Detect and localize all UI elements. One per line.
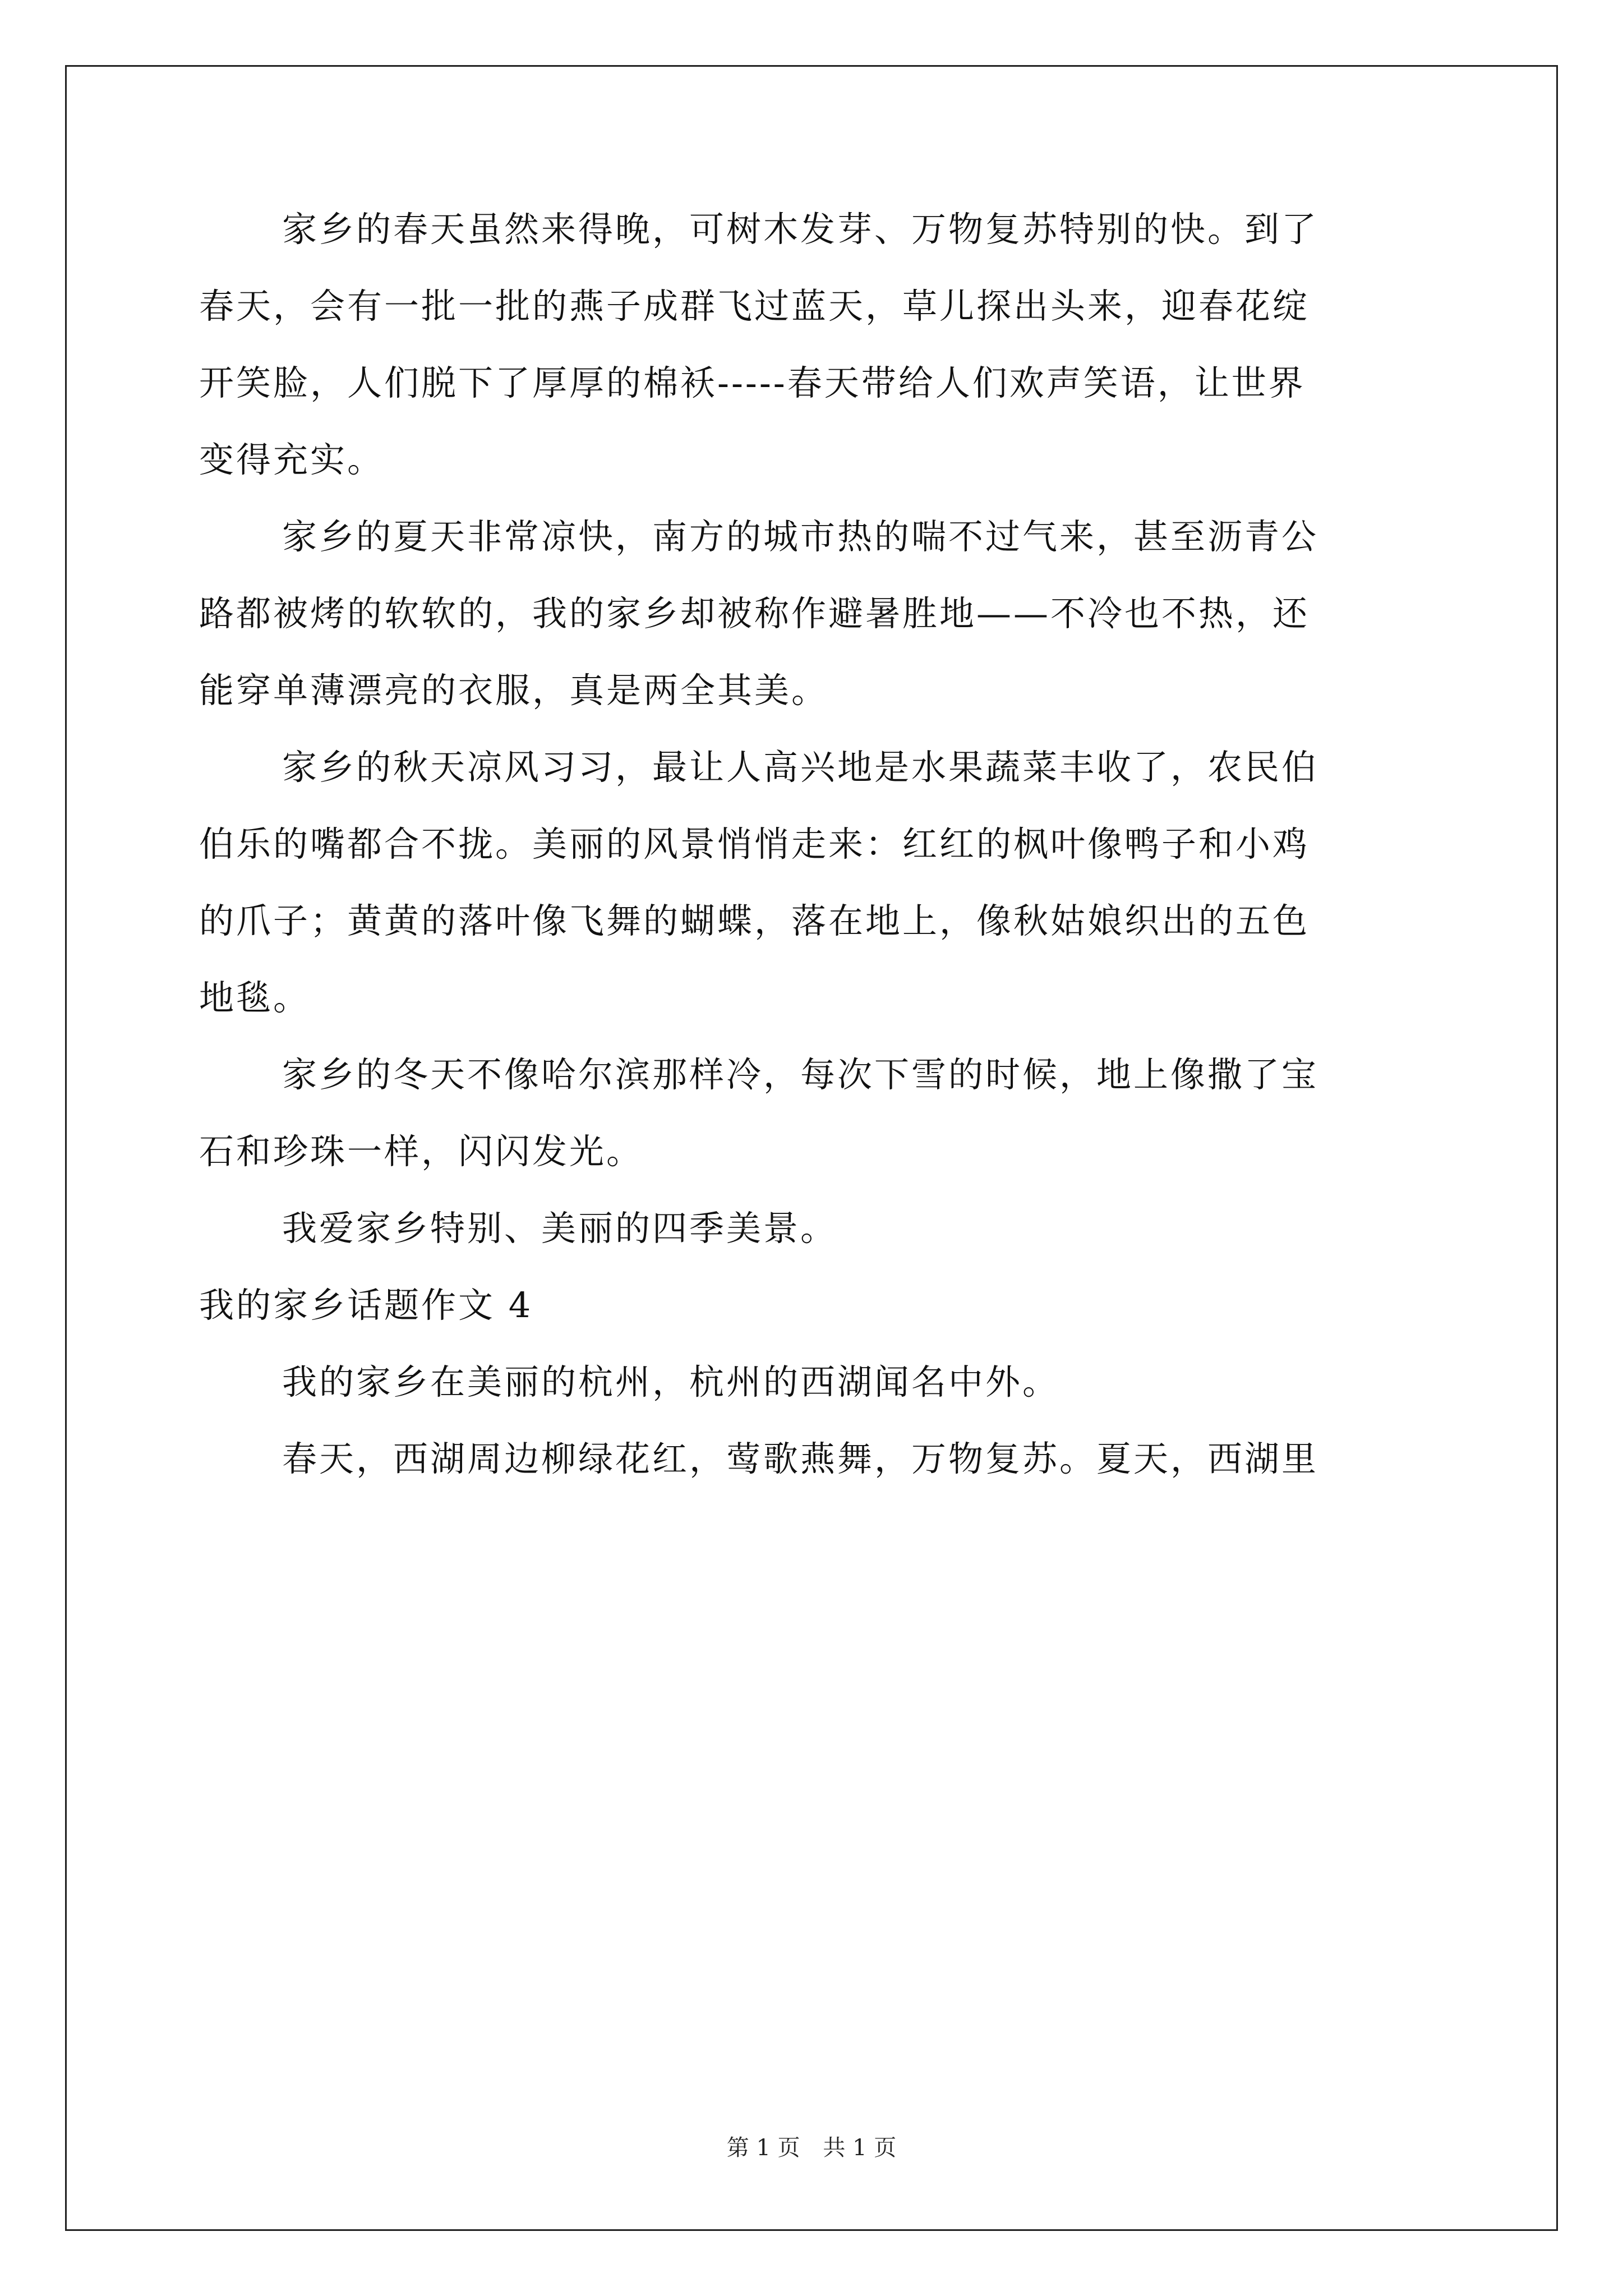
page-footer [0, 2134, 1623, 2162]
paragraph-1-line-2: 春天，会有一批一批的燕子成群飞过蓝天，草儿探出头来，迎春花绽 [199, 286, 1310, 326]
page-total: 共 1 页 [823, 2135, 897, 2161]
paragraph-2-line-2: 路都被烤的软软的，我的家乡却被称作避暑胜地——不冷也不热，还 [199, 593, 1310, 634]
paragraph-2-line-1: 家乡的夏天非常凉快，南方的城市热的喘不过气来，甚至沥青公 [282, 516, 1319, 557]
section-heading: 我的家乡话题作文 4 [199, 1285, 533, 1326]
paragraph-3-line-4: 地毯。 [199, 977, 311, 1018]
paragraph-5-line-1: 我爱家乡特别、美丽的四季美景。 [282, 1208, 838, 1249]
paragraph-3-line-2: 伯乐的嘴都合不拢。美丽的风景悄悄走来：红红的枫叶像鸭子和小鸡 [199, 823, 1310, 864]
paragraph-6-line-1: 我的家乡在美丽的杭州，杭州的西湖闻名中外。 [282, 1361, 1060, 1402]
paragraph-7-line-1: 春天，西湖周边柳绿花红，莺歌燕舞，万物复苏。夏天，西湖里 [282, 1438, 1319, 1479]
paragraph-1-line-3: 开笑脸，人们脱下了厚厚的棉袄-----春天带给人们欢声笑语，让世界 [199, 362, 1306, 403]
page-number: 第 1 页 [726, 2135, 800, 2161]
paragraph-1-line-1: 家乡的春天虽然来得晚，可树木发芽、万物复苏特别的快。到了 [282, 209, 1319, 250]
paragraph-4-line-1: 家乡的冬天不像哈尔滨那样冷，每次下雪的时候，地上像撒了宝 [282, 1054, 1319, 1095]
paragraph-3-line-1: 家乡的秋天凉风习习，最让人高兴地是水果蔬菜丰收了，农民伯 [282, 747, 1319, 788]
paragraph-1-line-4: 变得充实。 [199, 439, 385, 480]
paragraph-3-line-3: 的爪子；黄黄的落叶像飞舞的蝴蝶，落在地上，像秋姑娘织出的五色 [199, 900, 1310, 941]
paragraph-2-line-3: 能穿单薄漂亮的衣服，真是两全其美。 [199, 670, 829, 711]
paragraph-4-line-2: 石和珍珠一样，闪闪发光。 [199, 1131, 644, 1172]
